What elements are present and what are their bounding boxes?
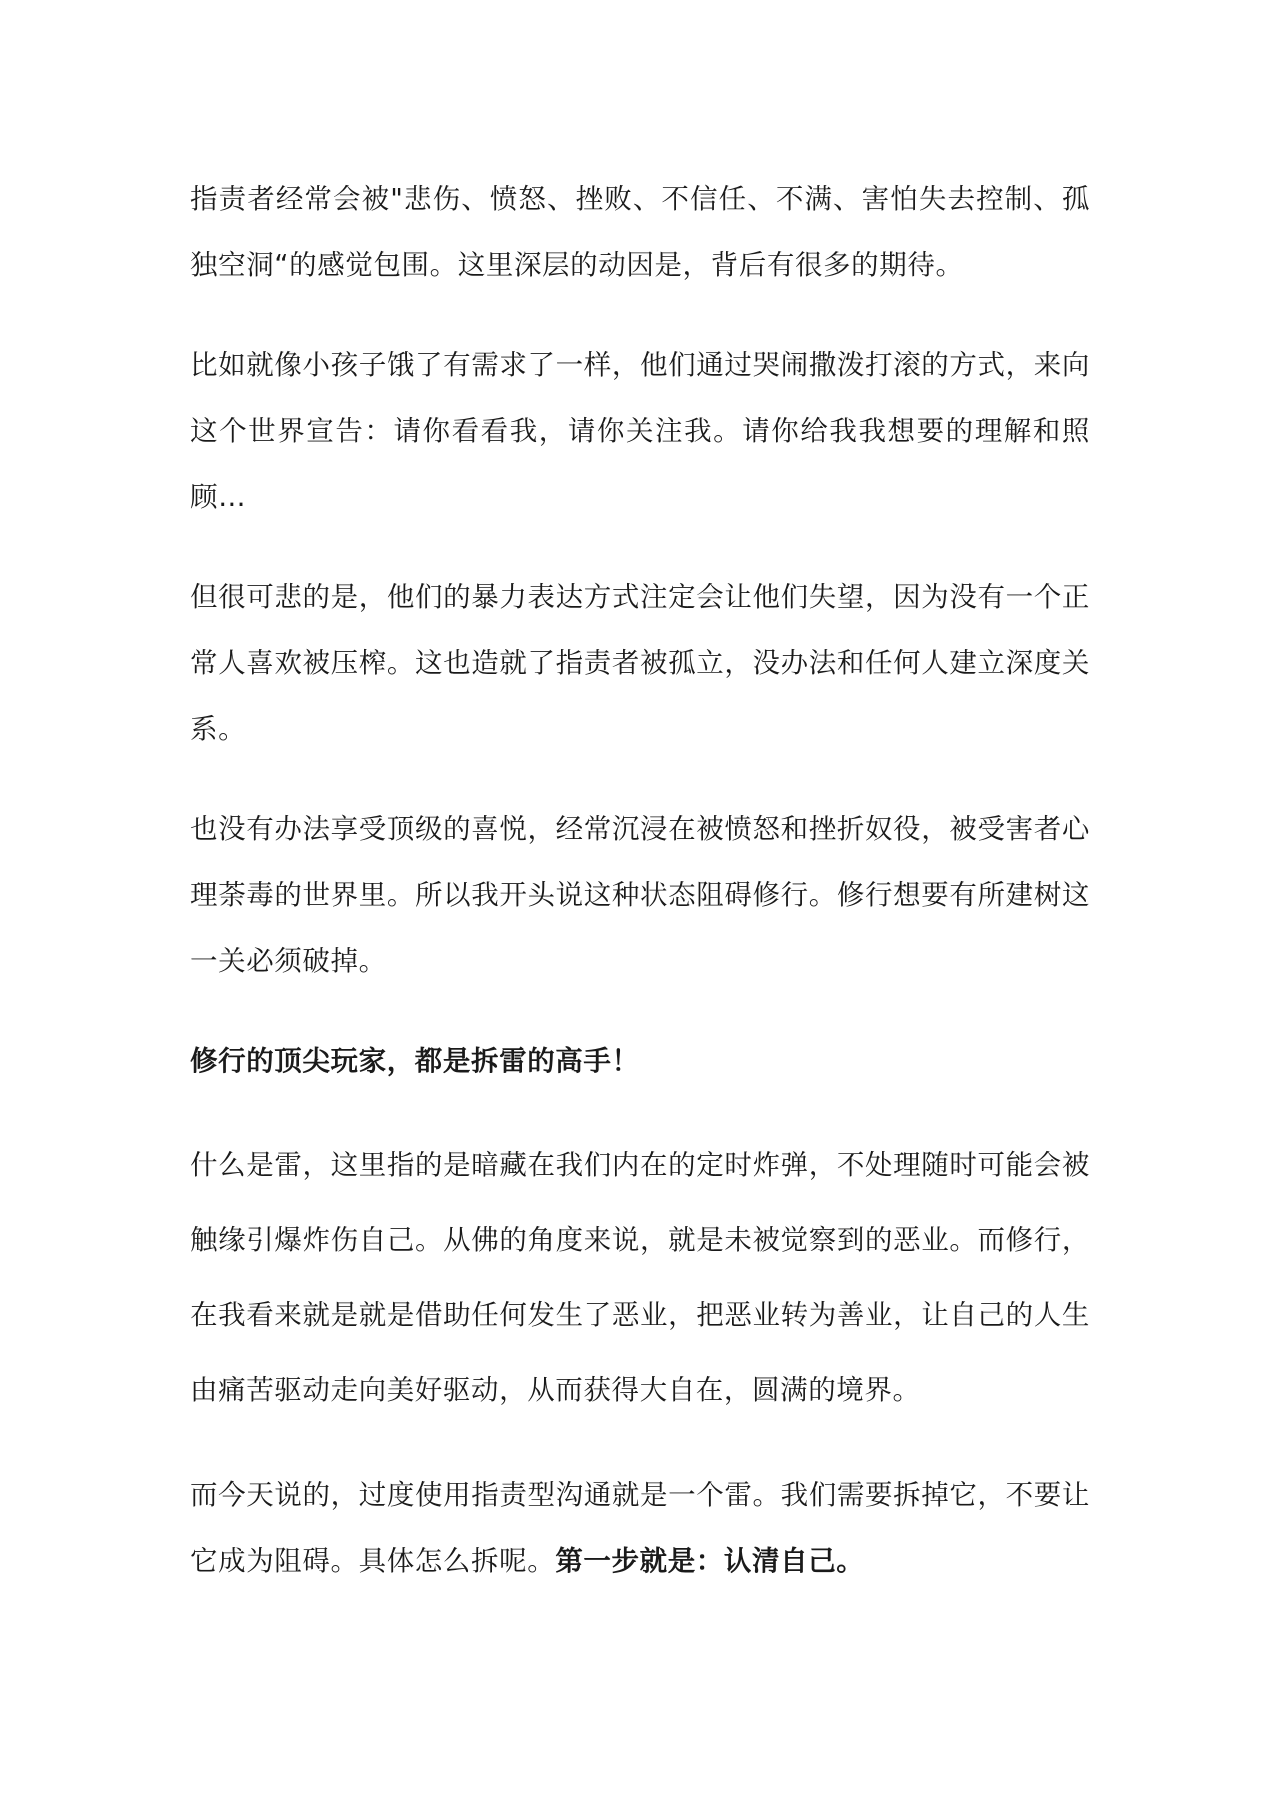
section-heading: 修行的顶尖玩家，都是拆雷的高手！ [190,1045,640,1077]
paragraph-no-joy: 也没有办法享受顶级的喜悦，经常沉浸在被愤怒和挫折奴役，被受害者心理荼毒的世界里。所以我开头说这种状态阻碍修行。修行想要有所建树这一关必须破掉。 [190,813,1090,977]
paragraph-child-analogy: 比如就像小孩子饿了有需求了一样，他们通过哭闹撒泼打滚的方式，来向这个世界宣告：请你看看我，请你关注我。请你给我我想要的理解和照顾… [190,349,1090,513]
first-step-text: 而今天说的，过度使用指责型沟通就是一个雷。我们需要拆掉它，不要让它成为阻碍。具体怎么拆呢。 [190,1479,1090,1577]
paragraph-what-is-mine: 什么是雷，这里指的是暗藏在我们内在的定时炸弹，不处理随时可能会被触缘引爆炸伤自己。从佛的角度来说，就是未被觉察到的恶业。而修行，在我看来就是就是借助任何发生了恶业，把恶业转为善业，让自己的人生由痛苦驱动走向美好驱动，从而获得大自在，圆满的境界。 [190,1149,1090,1406]
first-step-emphasis: 第一步就是：认清自己。 [555,1545,865,1577]
document-page [190,166,1090,1628]
paragraph-blamer-feelings: 指责者经常会被"悲伤、愤怒、挫败、不信任、不满、害怕失去控制、孤独空洞“的感觉包围。这里深层的动因是，背后有很多的期待。 [190,183,1090,281]
paragraph-first-step [190,1462,1090,1594]
paragraph-violent-expression: 但很可悲的是，他们的暴力表达方式注定会让他们失望，因为没有一个正常人喜欢被压榨。这也造就了指责者被孤立，没办法和任何人建立深度关系。 [190,581,1090,745]
